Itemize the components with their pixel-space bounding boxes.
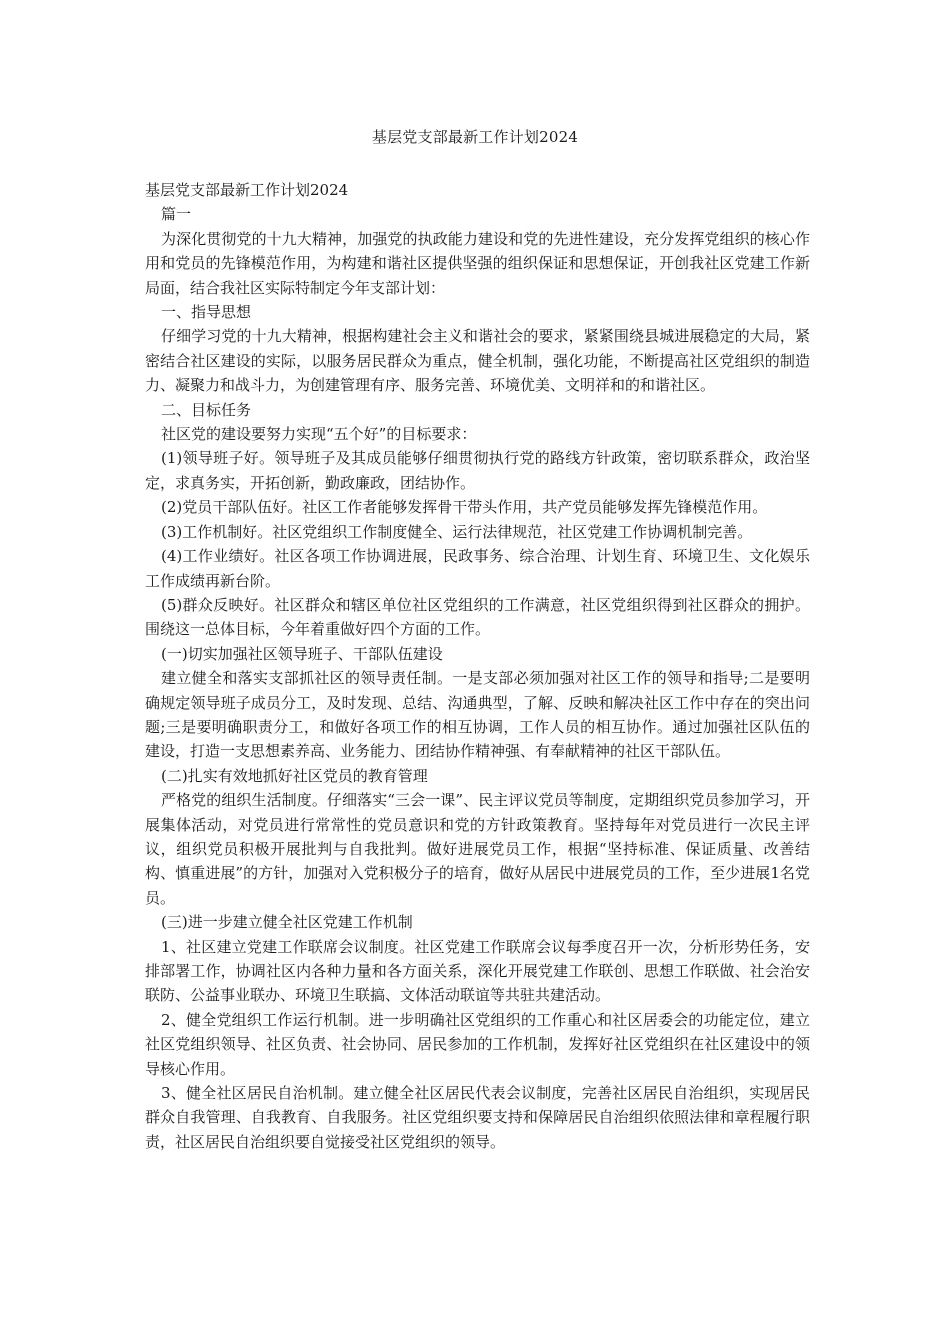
section-heading-goals: 二、目标任务 (161, 400, 252, 419)
document-body (145, 178, 810, 1154)
section-label-part-one: 篇一 (161, 205, 192, 224)
goal-item-1: (1)领导班子好。领导班子及其成员能够仔细贯彻执行党的路线方针政策，密切联系群众，政治坚定，求真务实，开拓创新，勤政廉政，团结协作。 (145, 449, 810, 492)
subsection-2-paragraph: 严格党的组织生活制度。仔细落实“三会一课”、民主评议党员等制度，定期组织党员参加学习，开展集体活动，对党员进行常常性的党员意识和党的方针政策教育。坚持每年对党员进行一次民主评议，组织党员积极开展批判与自我批判。做好进展党员工作，根据“坚持标准、保证质量、改善结构、慎重进展”的方针，加强对入党积极分子的培育，做好从居民中进展党员的工作，至少进展1名党员。 (145, 791, 810, 907)
subsection-heading-1: (一)切实加强社区领导班子、干部队伍建设 (161, 644, 443, 663)
mechanism-item-3: 3、健全社区居民自治机制。建立健全社区居民代表会议制度，完善社区居民自治组织，实现居民群众自我管理、自我教育、自我服务。社区党组织要支持和保障居民自治组织依照法律和章程履行职责，社区居民自治组织要自觉接受社区党组织的领导。 (145, 1084, 810, 1151)
mechanism-item-2: 2、健全党组织工作运行机制。进一步明确社区党组织的工作重心和社区居委会的功能定位，建立社区党组织领导、社区负责、社会协同、居民参加的工作机制，发挥好社区党组织在社区建设中的领导核心作用。 (145, 1010, 810, 1078)
subsection-1-paragraph: 建立健全和落实支部抓社区的领导责任制。一是支部必须加强对社区工作的领导和指导;二是要明确规定领导班子成员分工，及时发现、总结、沟通典型，了解、反映和解决社区工作中存在的突出问题;三是要明确职责分工，和做好各项工作的相互协调，工作人员的相互协作。通过加强社区队伍的建设，打造一支思想素养高、业务能力、团结协作精神强、有奉献精神的社区干部队伍。 (145, 669, 810, 761)
section-heading-guiding-thought: 一、指导思想 (161, 303, 252, 322)
goals-intro-paragraph: 社区党的建设要努力实现“五个好”的目标要求： (161, 425, 477, 444)
document-title: 基层党支部最新工作计划2024 (371, 128, 579, 146)
goal-item-5: (5)群众反映好。社区群众和辖区单位社区党组织的工作满意，社区党组织得到社区群众的拥护。围绕这一总体目标，今年着重做好四个方面的工作。 (145, 595, 810, 639)
goal-item-3: (3)工作机制好。社区党组织工作制度健全、运行法律规范，社区党建工作协调机制完善。 (161, 522, 753, 541)
subsection-heading-3: (三)进一步建立健全社区党建工作机制 (161, 913, 413, 932)
guiding-thought-paragraph: 仔细学习党的十九大精神，根据构建社会主义和谐社会的要求，紧紧围绕县城进展稳定的大局，紧密结合社区建设的实际，以服务居民群众为重点，健全机制，强化功能，不断提高社区党组织的制造力、凝聚力和战斗力，为创建管理有序、服务完善、环境优美、文明祥和的和谐社区。 (145, 327, 810, 395)
goal-item-4: (4)工作业绩好。社区各项工作协调进展，民政事务、综合治理、计划生育、环境卫生、文化娱乐工作成绩再新台阶。 (145, 547, 810, 590)
subsection-heading-2: (二)扎实有效地抓好社区党员的教育管理 (161, 766, 428, 785)
intro-paragraph: 为深化贯彻党的十九大精神，加强党的执政能力建设和党的先进性建设，充分发挥党组织的核心作用和党员的先锋模范作用，为构建和谐社区提供坚强的组织保证和思想保证，开创我社区党建工作新局面，结合我社区实际特制定今年支部计划： (145, 229, 810, 297)
mechanism-item-1: 1、社区建立党建工作联席会议制度。社区党建工作联席会议每季度召开一次，分析形势任务，安排部署工作，协调社区内各种力量和各方面关系，深化开展党建工作联创、思想工作联做、社会治安联防、公益事业联办、环境卫生联搞、文体活动联谊等共驻共建活动。 (145, 937, 810, 1005)
goal-item-2: (2)党员干部队伍好。社区工作者能够发挥骨干带头作用，共产党员能够发挥先锋模范作用。 (161, 498, 768, 517)
body-heading: 基层党支部最新工作计划2024 (145, 181, 349, 199)
